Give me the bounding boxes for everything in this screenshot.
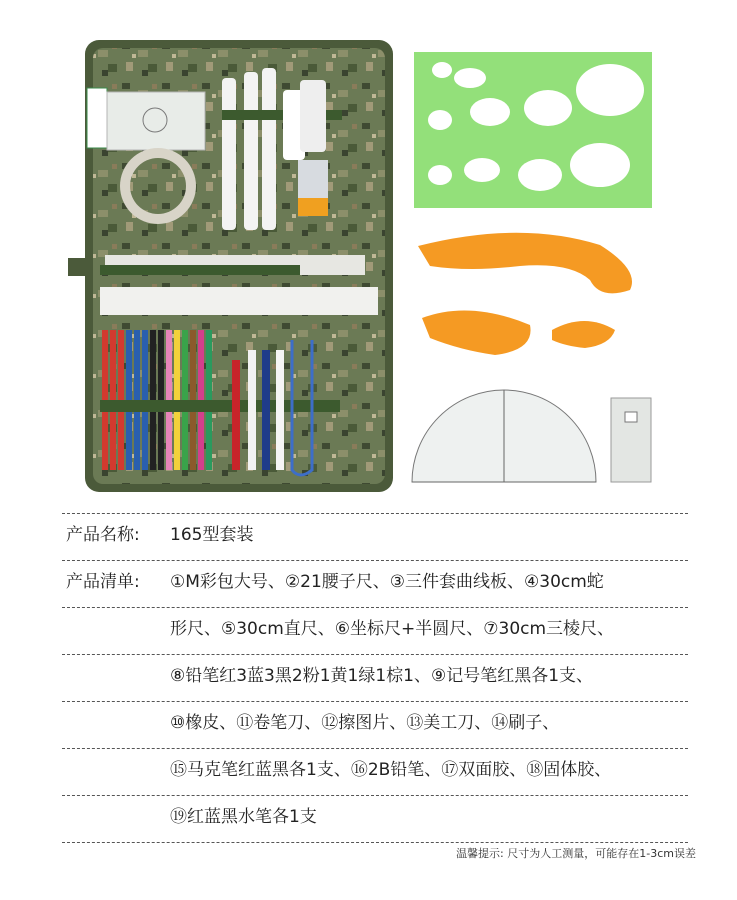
tape-roll <box>120 148 196 224</box>
list-line-2: 形尺、⑤30cm直尺、⑥坐标尺+半圆尺、⑦30cm三棱尺、 <box>170 619 615 639</box>
list-line-5: ⑮马克笔红蓝黑各1支、⑯2B铅笔、⑰双面胶、⑱固体胶、 <box>170 760 612 780</box>
product-list-label: 产品清单: <box>66 572 140 592</box>
list-line-3: ⑧铅笔红3蓝3黑2粉1黄1绿1棕1、⑨记号笔红黑各1支、 <box>170 666 594 686</box>
divider <box>62 795 688 796</box>
divider <box>62 701 688 702</box>
list-line-6: ⑲红蓝黑水笔各1支 <box>170 807 317 827</box>
list-line-1: ①M彩包大号、②21腰子尺、③三件套曲线板、④30cm蛇 <box>170 572 604 592</box>
protractor <box>412 390 596 482</box>
green-template <box>414 52 652 208</box>
divider <box>62 654 688 655</box>
small-card <box>611 398 651 482</box>
divider <box>62 513 688 514</box>
divider <box>62 748 688 749</box>
list-line-4: ⑩橡皮、⑪卷笔刀、⑫擦图片、⑬美工刀、⑭刷子、 <box>170 713 560 733</box>
stencil-card <box>87 88 205 150</box>
product-name-label: 产品名称: <box>66 525 140 545</box>
brush <box>298 160 328 216</box>
divider <box>62 560 688 561</box>
product-name-value: 165型套装 <box>170 525 254 545</box>
divider <box>62 842 688 843</box>
orange-curves <box>418 233 632 355</box>
note-text: 温馨提示: 尺寸为人工测量，可能存在1-3cm误差 <box>456 847 696 860</box>
divider <box>62 607 688 608</box>
